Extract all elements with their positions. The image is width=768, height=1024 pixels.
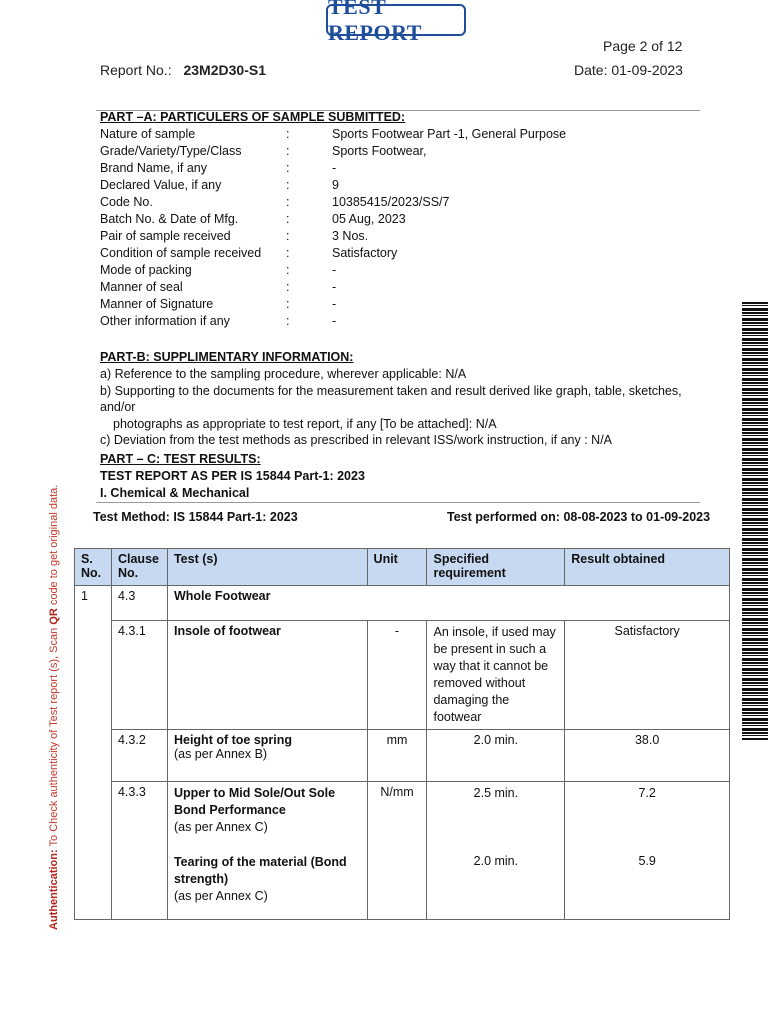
part-c-standard: TEST REPORT AS PER IS 15844 Part-1: 2023 [100, 469, 365, 483]
barcode-image [742, 302, 768, 740]
field-value: 9 [332, 178, 339, 192]
part-c-heading: PART – C: TEST RESULTS: [100, 452, 261, 466]
field-value: Satisfactory [332, 246, 398, 260]
report-date: Date: 01-09-2023 [574, 62, 683, 78]
cell-unit: mm [367, 730, 427, 782]
part-c-section [100, 451, 700, 502]
field-label: Batch No. & Date of Mfg. [100, 212, 239, 226]
field-value: - [332, 263, 337, 277]
part-b-heading: PART-B: SUPPLIMENTARY INFORMATION: [100, 350, 354, 364]
field-separator: : [286, 178, 290, 192]
page-number: Page 2 of 12 [603, 38, 683, 54]
field-label: Other information if any [100, 314, 230, 328]
cell-test-note: (as per Annex B) [173, 747, 268, 761]
field-separator: : [286, 280, 290, 294]
part-b-item-c: c) Deviation from the test methods as prescribed in relevant ISS/work instruction, if any : N/A [100, 433, 613, 447]
cell-result: 38.0 [565, 730, 730, 782]
cell-result-2: 5.9 [638, 854, 656, 868]
table-header-row [75, 549, 730, 586]
col-header-clause: Clause No. [111, 549, 167, 586]
cell-test-name-2: Tearing of the material (Bond strength) [173, 855, 347, 886]
part-a-row [100, 160, 700, 177]
field-value: Sports Footwear Part -1, General Purpose [332, 127, 567, 141]
cell-test: Whole Footwear [167, 586, 729, 621]
cell-clause: 4.3.3 [111, 782, 167, 920]
cell-clause: 4.3.2 [111, 730, 167, 782]
part-a-list [100, 126, 700, 330]
field-label: Grade/Variety/Type/Class [100, 144, 242, 158]
field-separator: : [286, 161, 290, 175]
test-performed-dates: Test performed on: 08-08-2023 to 01-09-2023 [447, 510, 711, 524]
report-number-label: Report No.: [100, 62, 172, 78]
authentication-qr: QR [48, 608, 60, 625]
cell-result-1: 7.2 [638, 786, 656, 800]
col-header-sno: S. No. [75, 549, 112, 586]
table-row [75, 586, 730, 621]
field-separator: : [286, 195, 290, 209]
cell-spec-2: 2.0 min. [473, 854, 519, 868]
results-table [74, 548, 730, 920]
cell-unit: N/mm [367, 782, 427, 920]
field-label: Condition of sample received [100, 246, 262, 260]
field-separator: : [286, 127, 290, 141]
col-header-test: Test (s) [167, 549, 367, 586]
cell-spec: An insole, if used may be present in such a way that it cannot be removed without damaging the footwear [427, 621, 565, 730]
field-value: 3 Nos. [332, 229, 369, 243]
field-label: Manner of Signature [100, 297, 214, 311]
col-header-result: Result obtained [565, 549, 730, 586]
part-c-category: I. Chemical & Mechanical [100, 486, 250, 500]
field-label: Manner of seal [100, 280, 183, 294]
part-b-item-a: a) Reference to the sampling procedure, wherever applicable: N/A [100, 367, 467, 381]
cell-spec-1: 2.5 min. [473, 786, 519, 800]
cell-test: Insole of footwear [167, 621, 367, 730]
part-b-item-b: b) Supporting to the documents for the measurement taken and result derived like graph, table, sketches, and/or [100, 383, 682, 414]
part-b-item-b-cont: photographs as appropriate to test report, if any [To be attached]: N/A [113, 416, 497, 431]
table-row [75, 621, 730, 730]
cell-unit: - [367, 621, 427, 730]
part-a-row [100, 245, 700, 262]
table-row [75, 782, 730, 920]
field-separator: : [286, 229, 290, 243]
part-b-section [100, 350, 710, 449]
part-a-row [100, 143, 700, 160]
test-method: Test Method: IS 15844 Part-1: 2023 [93, 510, 298, 524]
report-number [100, 62, 266, 78]
field-label: Declared Value, if any [100, 178, 222, 192]
cell-test [167, 730, 367, 782]
field-label: Brand Name, if any [100, 161, 207, 175]
part-c-divider [96, 502, 700, 503]
part-a-row [100, 313, 700, 330]
cell-test [167, 782, 367, 920]
field-value: 10385415/2023/SS/7 [332, 195, 450, 209]
report-title: TEST REPORT [326, 4, 466, 36]
report-number-value: 23M2D30-S1 [183, 62, 266, 78]
authentication-label: Authentication: [48, 849, 60, 930]
cell-result [565, 782, 730, 920]
field-separator: : [286, 314, 290, 328]
field-label: Mode of packing [100, 263, 192, 277]
cell-clause: 4.3.1 [111, 621, 167, 730]
field-value: 05 Aug, 2023 [332, 212, 406, 226]
cell-test-name: Upper to Mid Sole/Out Sole Bond Performance [173, 786, 336, 817]
part-a-row [100, 177, 700, 194]
table-row [75, 730, 730, 782]
cell-test-name: Height of toe spring [173, 733, 293, 747]
part-a-heading: PART –A: PARTICULERS OF SAMPLE SUBMITTED: [100, 110, 406, 124]
cell-result: Satisfactory [565, 621, 730, 730]
field-value: - [332, 314, 337, 328]
field-value: - [332, 297, 337, 311]
part-a-row [100, 296, 700, 313]
part-a-row [100, 194, 700, 211]
authentication-note [48, 390, 60, 930]
field-separator: : [286, 297, 290, 311]
cell-clause: 4.3 [111, 586, 167, 621]
cell-test-note: (as per Annex C) [173, 820, 268, 834]
part-a-row [100, 126, 700, 143]
field-label: Nature of sample [100, 127, 196, 141]
field-value: Sports Footwear, [332, 144, 427, 158]
part-a-row [100, 211, 700, 228]
cell-test-note-2: (as per Annex C) [173, 889, 268, 903]
field-separator: : [286, 246, 290, 260]
authentication-text-end: code to get original data. [48, 484, 60, 609]
field-label: Code No. [100, 195, 153, 209]
field-value: - [332, 161, 337, 175]
authentication-text: To Check authenticity of Test report (s), Scan [48, 624, 60, 850]
part-a-row [100, 279, 700, 296]
col-header-spec: Specified requirement [427, 549, 565, 586]
field-label: Pair of sample received [100, 229, 231, 243]
part-a-section [100, 110, 700, 330]
cell-spec [427, 782, 565, 920]
part-a-row [100, 228, 700, 245]
field-separator: : [286, 212, 290, 226]
cell-sno: 1 [75, 586, 112, 920]
field-value: - [332, 280, 337, 294]
cell-spec: 2.0 min. [427, 730, 565, 782]
field-separator: : [286, 263, 290, 277]
field-separator: : [286, 144, 290, 158]
part-a-row [100, 262, 700, 279]
col-header-unit: Unit [367, 549, 427, 586]
